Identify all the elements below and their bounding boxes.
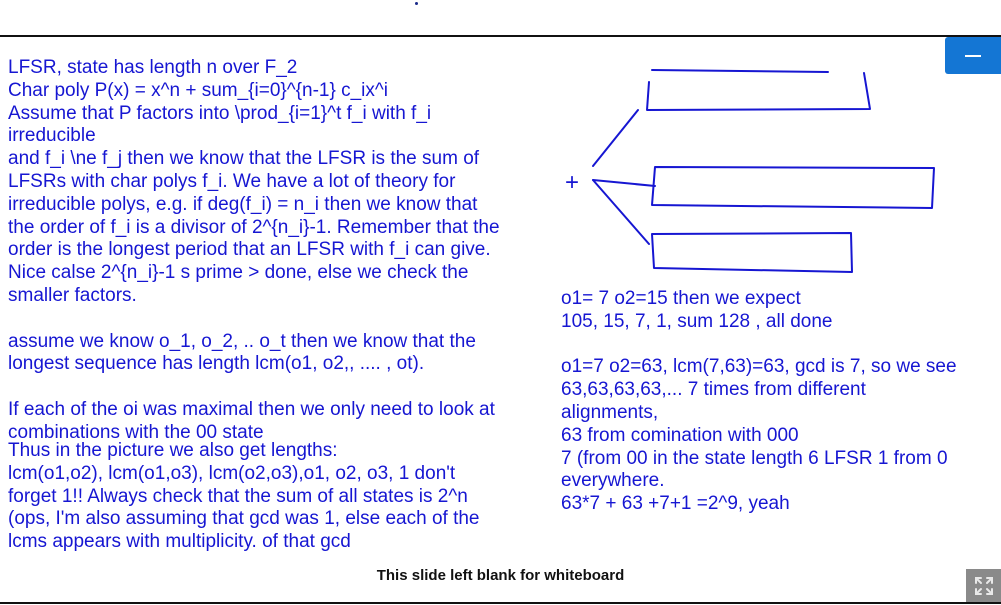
- fullscreen-button[interactable]: [966, 569, 1001, 603]
- sketch-branch-lower: [593, 180, 649, 244]
- note-line: 105, 15, 7, 1, sum 128 , all done: [561, 310, 833, 332]
- sketch-plus-symbol: +: [565, 169, 580, 196]
- note-line: smaller factors.: [8, 284, 137, 306]
- note-line: and f_i \ne f_j then we know that the LFSR is the sum of: [8, 148, 480, 170]
- sketch-box-3: [652, 233, 852, 272]
- note-line: alignments,: [561, 401, 659, 423]
- note-line: forget 1!! Always check that the sum of all states is 2^n: [8, 485, 468, 507]
- fullscreen-expand-icon: [973, 575, 995, 597]
- sketch-box-2: [652, 167, 934, 208]
- note-line: LFSR, state has length n over F_2: [8, 57, 298, 78]
- sketch-stroke-top: [652, 70, 828, 72]
- note-line: everywhere.: [561, 470, 665, 492]
- note-line: combinations with the 00 state: [8, 421, 264, 443]
- note-line: lcm(o1,o2), lcm(o1,o3), lcm(o2,o3),o1, o2, o3, 1 don't: [8, 462, 456, 484]
- note-line: 63,63,63,63,... 7 times from different: [561, 379, 866, 401]
- note-line: lcms appears with multiplicity. of that gcd: [8, 531, 351, 553]
- note-line: Nice calse 2^{n_i}-1 s prime > done, else we check the: [8, 262, 469, 284]
- note-line: o1= 7 o2=15 then we expect: [561, 288, 801, 309]
- sketch-branch-middle: [593, 180, 655, 186]
- slide-caption: This slide left blank for whiteboard: [376, 567, 625, 584]
- note-line: o1=7 o2=63, lcm(7,63)=63, gcd is 7, so we see: [561, 356, 957, 378]
- note-line: 63*7 + 63 +7+1 =2^9, yeah: [561, 493, 790, 515]
- note-line: irreducible: [8, 125, 96, 147]
- note-line: longest sequence has length lcm(o1, o2,, .... , ot).: [8, 353, 425, 375]
- sketch-box-1: [647, 73, 870, 110]
- note-line: 63 from comination with 000: [561, 424, 799, 446]
- note-line: the order of f_i is a divisor of 2^{n_i}-1. Remember that the: [8, 216, 500, 238]
- note-line: order is the longest period that an LFSR with f_i can give.: [8, 239, 491, 261]
- sketch-branch-upper: [593, 110, 638, 166]
- note-line: 7 (from 00 in the state length 6 LFSR 1 from 0: [561, 447, 948, 469]
- note-line: Char poly P(x) = x^n + sum_{i=0}^{n-1} c_ix^i: [8, 79, 389, 101]
- note-line: LFSRs with char polys f_i. We have a lot of theory for: [8, 170, 456, 192]
- note-line: assume we know o_1, o_2, .. o_t then we know that the: [8, 330, 476, 352]
- note-line: If each of the oi was maximal then we only need to look at: [8, 398, 495, 420]
- note-line: irreducible polys, e.g. if deg(f_i) = n_i then we know that: [8, 193, 478, 215]
- bottom-divider: [0, 602, 1001, 604]
- note-line: Assume that P factors into \prod_{i=1}^t f_i with f_i: [8, 102, 432, 124]
- note-line: Thus in the picture we also get lengths:: [8, 440, 338, 461]
- note-line: (ops, I'm also assuming that gcd was 1, else each of the: [8, 508, 480, 530]
